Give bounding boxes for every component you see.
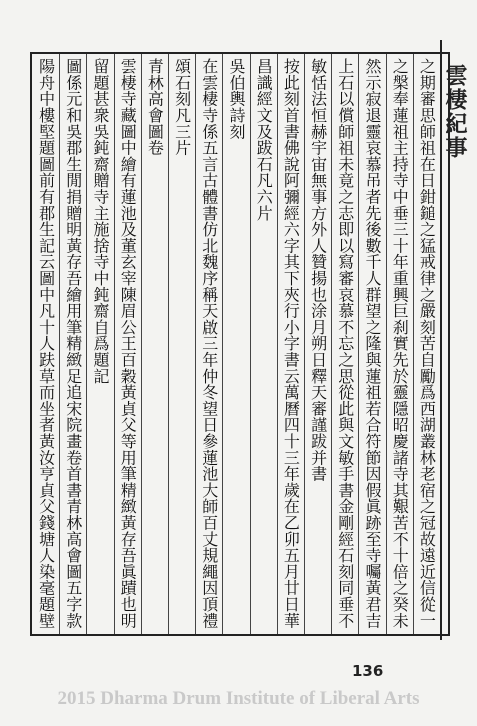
text-column: 雲棲寺藏圖中繪有蓮池及董玄宰陳眉公王百穀黃貞父等用筆精緻黃存吾眞蹟也明 xyxy=(118,58,138,629)
column-divider xyxy=(331,54,332,634)
column-divider xyxy=(114,54,115,634)
column-divider xyxy=(277,54,278,634)
text-column: 之槃奉蓮祖主持寺中垂三十年重興巨刹實先於靈隱昭慶諸寺其艱苦不十倍之癸未 xyxy=(390,58,410,629)
text-column: 青林高會圖卷 xyxy=(145,58,165,156)
column-divider xyxy=(86,54,87,634)
column-divider xyxy=(358,54,359,634)
text-column: 昌識經文及跋石凡六片 xyxy=(254,58,274,221)
text-column: 按此刻首書佛說阿彌經六字其下夾行小字書云萬曆四十三年歲在乙卯五月廿日華 xyxy=(281,58,301,629)
column-divider xyxy=(386,54,387,634)
text-column: 留題甚衆吳鈍齋贈寺主施捨寺中鈍齋自爲題記 xyxy=(91,58,110,384)
column-divider xyxy=(413,54,414,634)
text-column: 在雲棲寺係五言古體書仿北魏序稱天啟三年仲冬望日參蓮池大師百丈規繩因頂禮 xyxy=(199,58,219,629)
watermark-footer: 2015 Dharma Drum Institute of Liberal Arts xyxy=(57,688,420,709)
text-column: 圖係元和吳郡生閒捐贈明黃存吾繪用筆精緻足追宋院畫卷首書青林高會圖五字款 xyxy=(63,58,83,629)
column-divider xyxy=(141,54,142,634)
column-divider xyxy=(168,54,169,634)
page-number: 136 xyxy=(352,662,384,680)
column-divider xyxy=(222,54,223,634)
column-divider xyxy=(195,54,196,634)
column-divider xyxy=(250,54,251,634)
text-column: 然示寂退靈哀慕吊者先後數千人群望之隆與蓮祖若合符節因假眞跡至寺囑黃君吉 xyxy=(363,58,382,629)
text-column: 敏恬法恒赫宇宙無事方外人贊揚也涂月朔日釋天審謹跋并書 xyxy=(308,58,328,482)
page-title: 雲棲紀事 xyxy=(442,64,468,160)
column-divider xyxy=(304,54,305,634)
text-column: 陽舟中樓堅題圖前有郡生記云圖中凡十人趺草而坐者黃汝亨貞父錢塘人染毫題壁 xyxy=(36,58,56,629)
text-column: 之期審思師祖在日鉗鎚之猛戒律之嚴刻苦自勵爲西湖叢林老宿之冠故遠近信從一 xyxy=(417,58,437,629)
column-divider xyxy=(59,54,60,634)
text-column: 頌石刻凡三片 xyxy=(172,58,192,156)
text-column: 吳伯輿詩刻 xyxy=(227,58,246,140)
text-column: 上石以償師祖未竟之志即以寫審哀慕不忘之思從此與文敏手書金剛經石刻同垂不 xyxy=(335,58,355,629)
